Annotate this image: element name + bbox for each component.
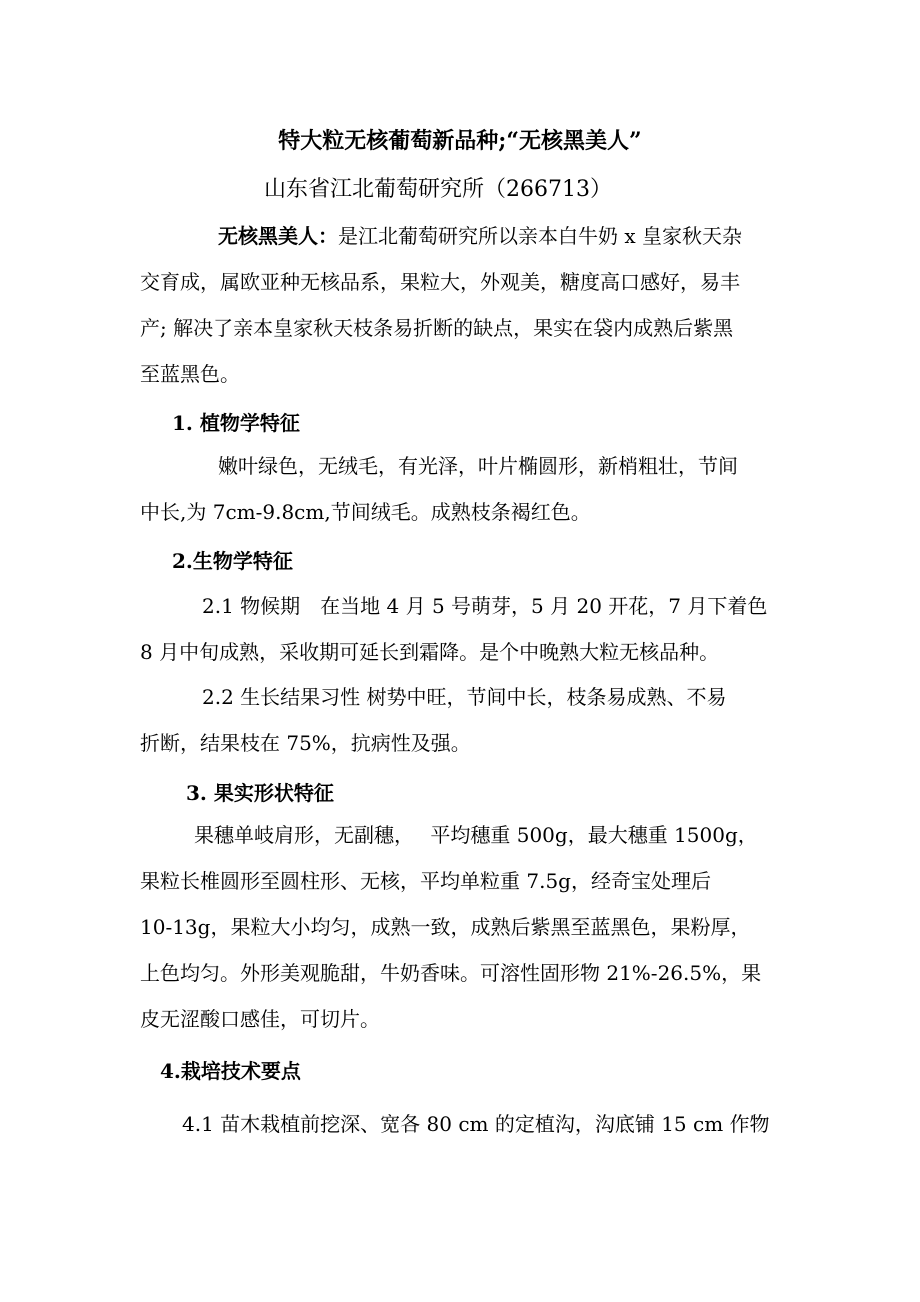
section-heading-2: 2.生物学特征 (172, 549, 293, 573)
intro-line: 至蓝黑色。 (140, 362, 240, 386)
section-heading-1: 1. 植物学特征 (172, 411, 300, 435)
intro-line: 交育成，属欧亚种无核品系，果粒大，外观美，糖度高口感好，易丰 (140, 270, 740, 294)
section3-line: 10-13g，果粒大小均匀，成熟一致，成熟后紫黑至蓝黑色，果粉厚， (140, 915, 751, 939)
section3-line: 果粒长椎圆形至圆柱形、无核，平均单粒重 7.5g，经奇宝处理后 (140, 869, 711, 893)
section2-paragraph-2 (140, 674, 780, 766)
section2-line: 2.1 物候期 在当地 4 月 5 号萌芽，5 月 20 开花，7 月下着色 (202, 594, 768, 618)
section1-line: 嫩叶绿色，无绒毛，有光泽，叶片椭圆形，新梢粗壮，节间 (218, 454, 738, 478)
section2-line: 8 月中旬成熟，采收期可延长到霜降。是个中晚熟大粒无核品种。 (140, 640, 720, 664)
section1-paragraph (140, 443, 780, 535)
section3-line: 皮无涩酸口感佳，可切片。 (140, 1007, 380, 1031)
section3-line: 上色均匀。外形美观脆甜，牛奶香味。可溶性固形物 21%-26.5%，果 (140, 961, 762, 985)
intro-line: 产; 解决了亲本皇家秋天枝条易折断的缺点，果实在袋内成熟后紫黑 (140, 316, 734, 340)
intro-line: 是江北葡萄研究所以亲本白牛奶 x 皇家秋天杂 (338, 224, 742, 248)
section2-line: 2.2 生长结果习性 树势中旺，节间中长，枝条易成熟、不易 (202, 685, 727, 709)
section4-paragraph (140, 1101, 780, 1147)
section-heading-3: 3. 果实形状特征 (186, 781, 334, 805)
section3-paragraph (140, 812, 780, 1042)
document-subtitle: 山东省江北葡萄研究所（266713） (264, 177, 612, 202)
paragraph-line (140, 213, 780, 259)
intro-paragraph (140, 213, 780, 397)
section2-line: 折断，结果枝在 75%，抗病性及强。 (140, 731, 471, 755)
section-heading-4: 4.栽培技术要点 (160, 1059, 301, 1083)
document-title: 特大粒无核葡萄新品种;“无核黑美人” (278, 128, 642, 154)
section2-paragraph-1 (140, 583, 780, 675)
section1-line: 中长,为 7cm-9.8cm,节间绒毛。成熟枝条褐红色。 (140, 500, 591, 524)
intro-lead: 无核黑美人： (218, 224, 338, 248)
section4-line: 4.1 苗木栽植前挖深、宽各 80 cm 的定植沟，沟底铺 15 cm 作物 (182, 1112, 770, 1136)
section3-line: 果穗单岐肩形，无副穗， 平均穗重 500g，最大穗重 1500g， (194, 823, 758, 847)
